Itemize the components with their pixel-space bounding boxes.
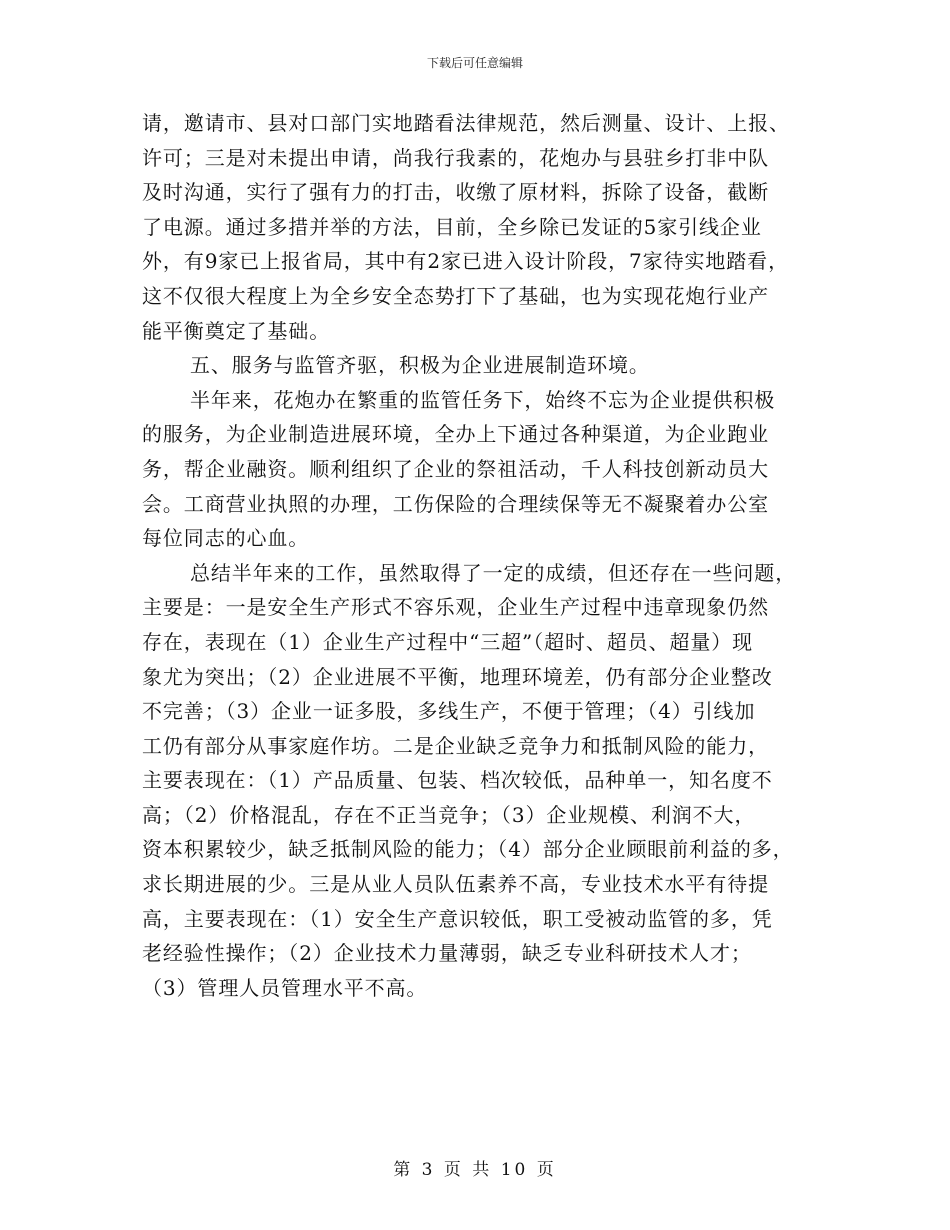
text-line: 了电源。通过多措并举的方法，目前，全乡除已发证的5家引线企业 xyxy=(142,214,762,239)
text-line: 能平衡奠定了基础。 xyxy=(142,318,331,343)
text-line: 的服务，为企业制造进展环境，全办上下通过各种渠道，为企业跑业 xyxy=(142,422,769,447)
text-line: 主要是：一是安全生产形式不容乐观，企业生产过程中违章现象仍然 xyxy=(142,595,769,620)
text-line: 求长期进展的少。三是从业人员队伍素养不高，专业技术水平有待提 xyxy=(142,872,769,897)
text-line: 这不仅很大程度上为全乡安全态势打下了基础，也为实现花炮行业产 xyxy=(142,283,769,308)
text-line: 高；（2）价格混乱，存在不正当竞争；（3）企业规模、利润不大， xyxy=(142,802,756,827)
text-line: 会。工商营业执照的办理，工伤保险的合理续保等无不凝聚着办公室 xyxy=(142,491,769,516)
text-line: 老经验性操作；（2）企业技术力量薄弱，缺乏专业科研技术人才； xyxy=(142,941,752,966)
text-line: 不完善；（3）企业一证多股，多线生产，不便于管理；（4）引线加 xyxy=(142,699,756,724)
text-line: 请，邀请市、县对口部门实地踏看法律规范，然后测量、设计、上报、 xyxy=(142,111,790,135)
text-line: 外，有9家已上报省局，其中有2家已进入设计阶段，7家待实地踏看， xyxy=(142,249,789,274)
text-line: 务，帮企业融资。顺利组织了企业的祭祖活动，千人科技创新动员大 xyxy=(142,456,769,481)
text-line: 及时沟通，实行了强有力的打击，收缴了原材料，拆除了设备，截断 xyxy=(142,180,769,205)
text-line: 工仍有部分从事家庭作坊。二是企业缺乏竞争力和抵制风险的能力， xyxy=(142,733,769,758)
text-line: 每位同志的心血。 xyxy=(142,526,310,551)
text-line: 总结半年来的工作，虽然取得了一定的成绩，但还存在一些问题， xyxy=(190,560,797,585)
page-header: 下载后可任意编辑 xyxy=(426,56,523,70)
text-line: 许可；三是对未提出申请，尚我行我素的，花炮办与县驻乡打非中队 xyxy=(142,145,769,170)
text-line: 资本积累较少，缺乏抵制风险的能力；（4）部分企业顾眼前利益的多， xyxy=(142,837,794,862)
page-footer: 第 3 页 共 10 页 xyxy=(393,1160,557,1180)
text-line: 半年来，花炮办在繁重的监管任务下，始终不忘为企业提供积极 xyxy=(190,387,776,412)
document-body xyxy=(142,106,822,1005)
text-line: 象尤为突出；（2）企业进展不平衡，地理环境差，仍有部分企业整改 xyxy=(142,664,773,689)
text-line: 五、服务与监管齐驱，积极为企业进展制造环境。 xyxy=(190,353,650,378)
text-line: 主要表现在：（1）产品质量、包装、档次较低，品种单一，知名度不 xyxy=(142,768,773,793)
text-line: 存在，表现在（1）企业生产过程中“三超”（超时、超员、超量）现 xyxy=(142,629,754,654)
text-line: 高，主要表现在：（1）安全生产意识较低，职工受被动监管的多，凭 xyxy=(142,906,773,931)
text-line: （3）管理人员管理水平不高。 xyxy=(142,975,428,1000)
